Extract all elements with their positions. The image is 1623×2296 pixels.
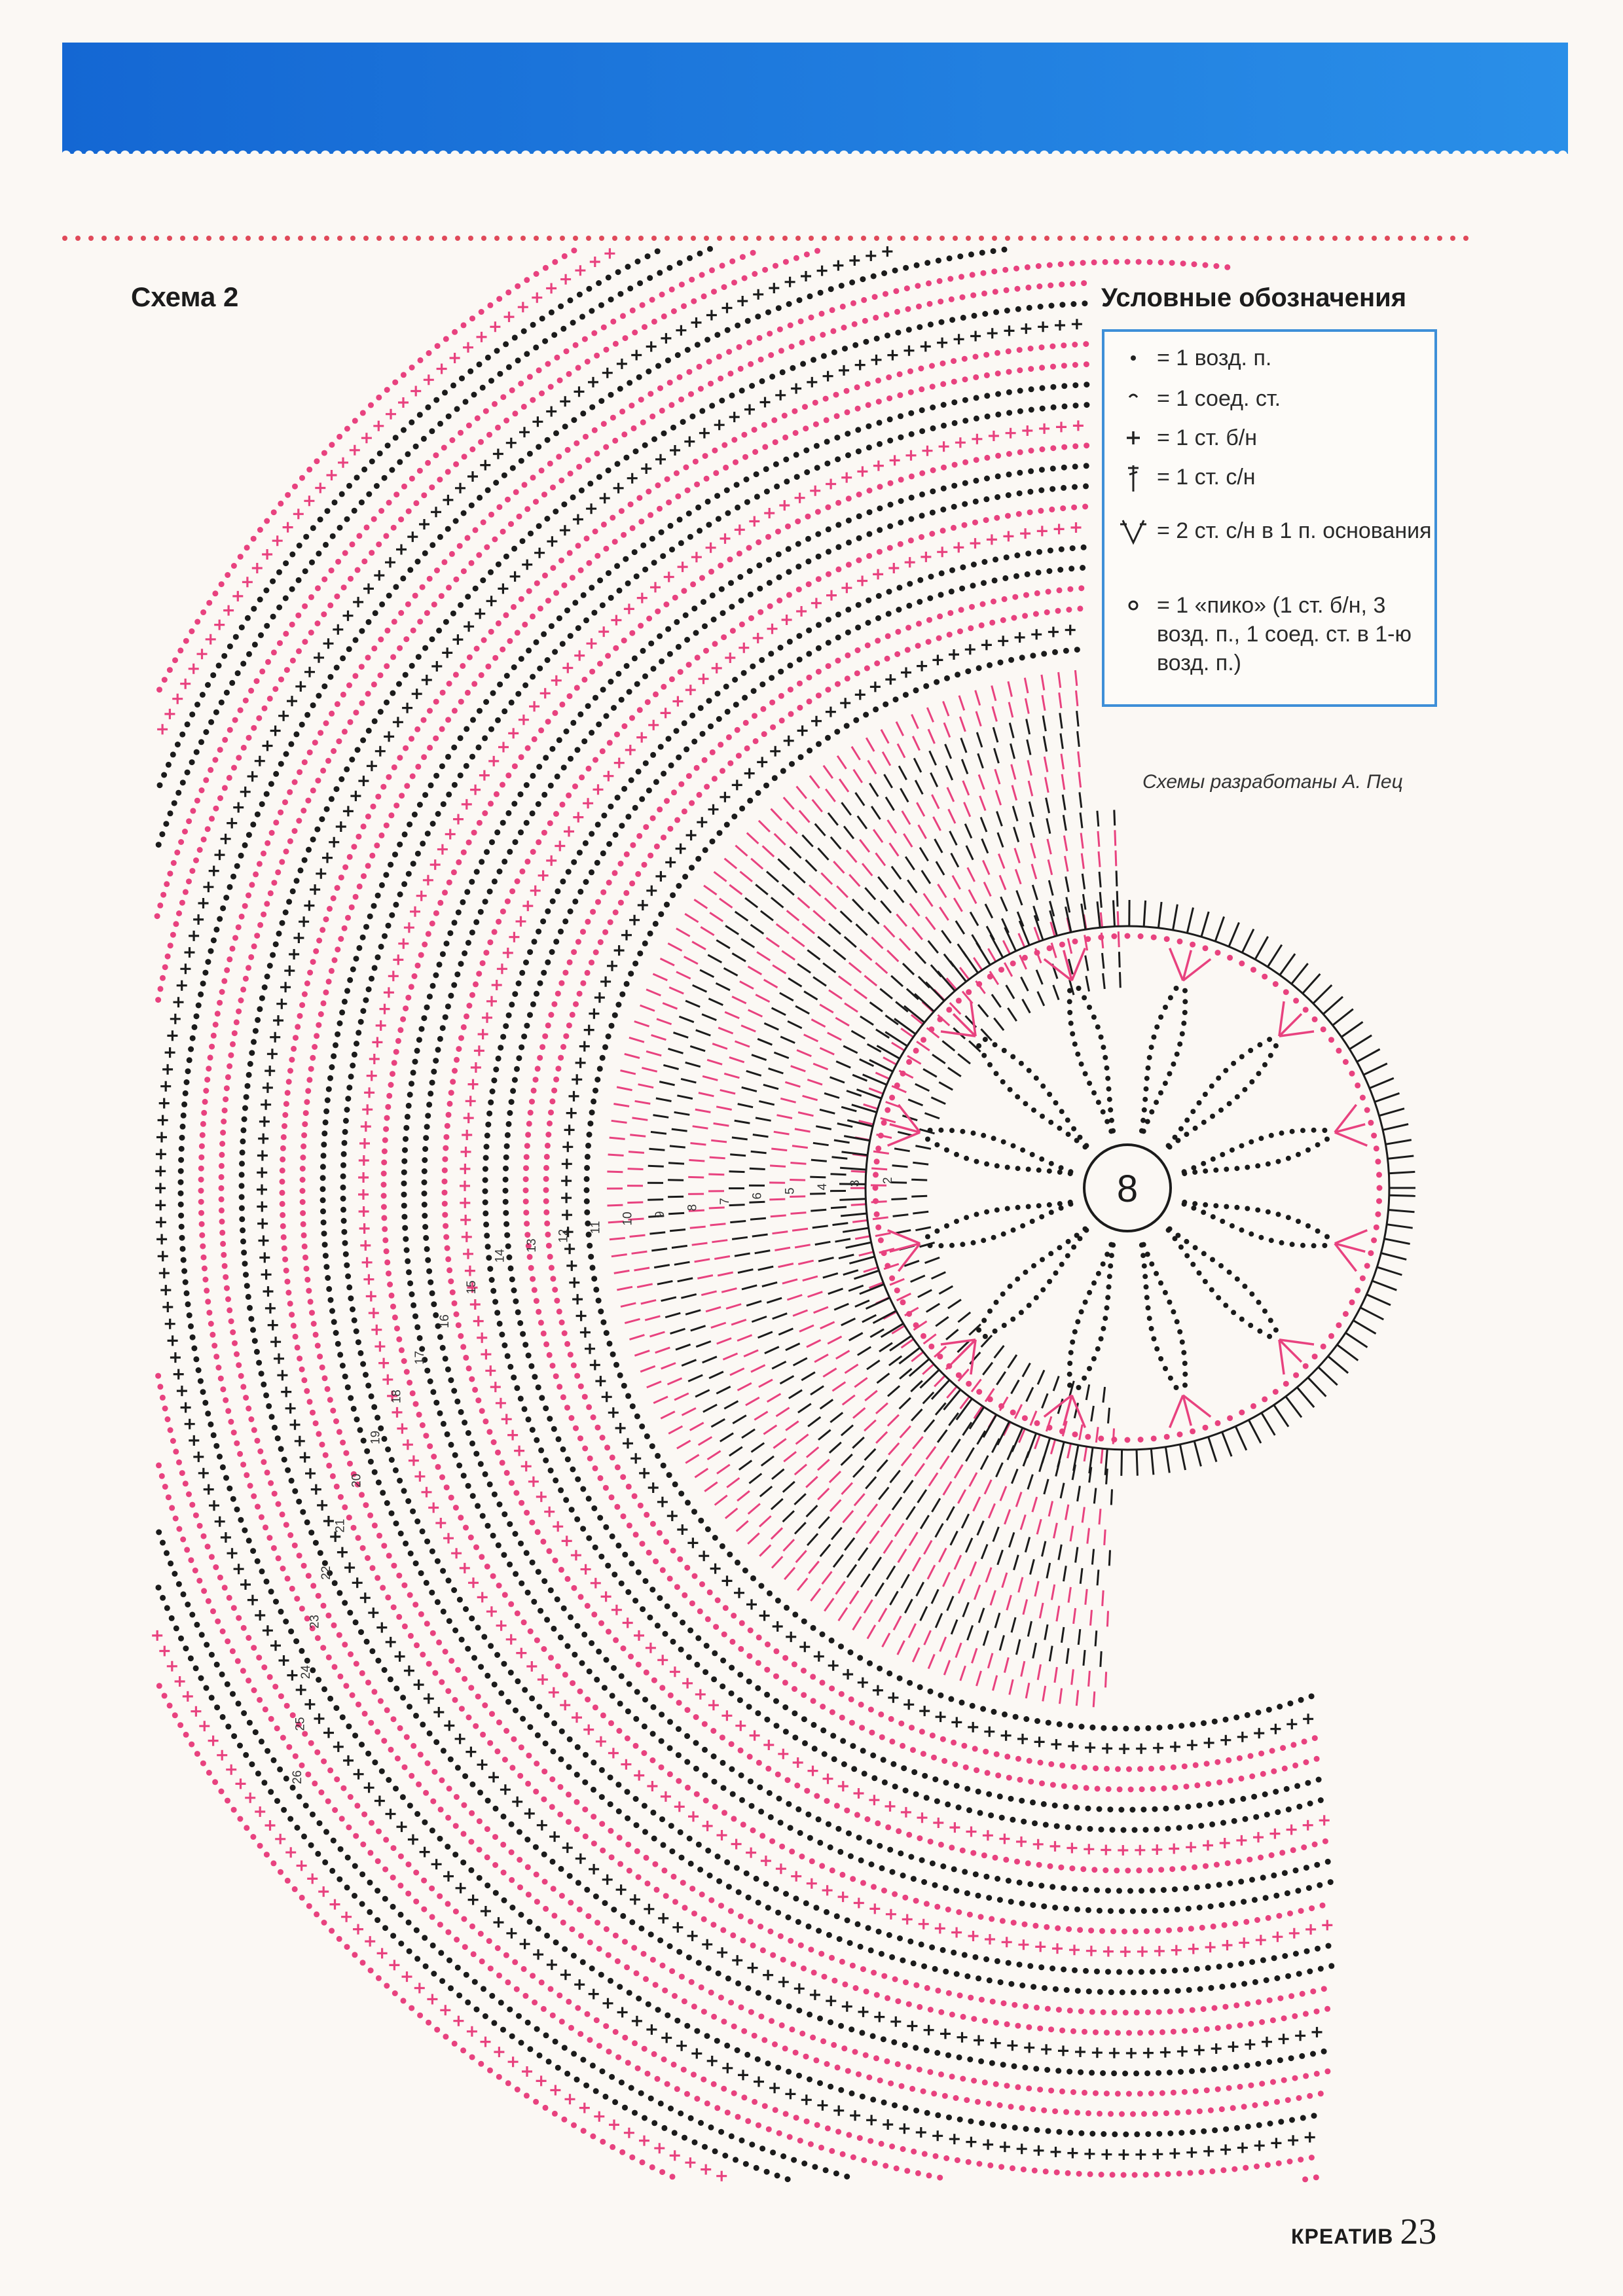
row-number-label: 7 xyxy=(718,1198,732,1205)
row-number-label: 24 xyxy=(299,1665,314,1679)
row-number-label: 9 xyxy=(653,1211,667,1218)
slip-stitch-icon xyxy=(1114,384,1153,413)
row-number-label: 17 xyxy=(412,1350,427,1365)
picot-icon xyxy=(1114,591,1153,620)
row-number-label: 22 xyxy=(319,1566,333,1580)
row-number-label: 10 xyxy=(621,1211,635,1226)
legend-title: Условные обозначения xyxy=(1101,283,1407,312)
author-credit: Схемы разработаны А. Пец xyxy=(1142,771,1403,793)
row-number-label: 23 xyxy=(308,1615,322,1629)
row-number-label: 3 xyxy=(848,1179,862,1187)
row-number-label: 8 xyxy=(685,1204,700,1211)
row-number-label: 13 xyxy=(525,1238,539,1253)
row-number-label: 19 xyxy=(369,1430,383,1444)
row-number-label: 2 xyxy=(881,1177,895,1184)
row-number-label: 21 xyxy=(333,1518,348,1533)
row-number-label: 12 xyxy=(556,1229,571,1243)
row-number-label: 11 xyxy=(589,1221,603,1234)
legend-text: = 1 соед. ст. xyxy=(1157,386,1281,411)
magazine-brand: КРЕАТИВ xyxy=(1291,2225,1394,2248)
row-number-label: 26 xyxy=(290,1770,304,1784)
legend-text: = 2 ст. с/н в 1 п. основания xyxy=(1157,518,1432,543)
row-number-label: 16 xyxy=(438,1314,452,1329)
legend-box xyxy=(1102,329,1437,707)
row-number-label: 15 xyxy=(465,1280,479,1295)
plus-icon xyxy=(1114,423,1153,452)
row-number-label: 18 xyxy=(390,1390,404,1404)
legend-text: = 1 ст. с/н xyxy=(1157,465,1256,490)
dot-icon xyxy=(1114,344,1153,372)
row-number-label: 14 xyxy=(493,1249,507,1263)
row-number-label: 25 xyxy=(293,1717,308,1731)
legend-text: = 1 возд. п. xyxy=(1157,346,1272,370)
center-label: 8 xyxy=(1116,1168,1139,1210)
scheme-title: Схема 2 xyxy=(131,281,239,312)
row-number-label: 4 xyxy=(816,1183,830,1191)
row-number-label: 6 xyxy=(750,1192,765,1200)
row-number-label: 5 xyxy=(783,1187,797,1194)
legend-text: = 1 ст. б/н xyxy=(1157,425,1258,450)
row-number-label: 20 xyxy=(350,1473,364,1488)
dagger-icon xyxy=(1114,463,1153,492)
v-stitch-icon xyxy=(1114,516,1153,545)
legend-text: = 1 «пико» (1 ст. б/н, 3 возд. п., 1 соед. ст. в 1-ю возд. п.) xyxy=(1157,593,1412,675)
page-number: 23 xyxy=(1400,2212,1437,2252)
page-footer xyxy=(1291,2211,1436,2253)
